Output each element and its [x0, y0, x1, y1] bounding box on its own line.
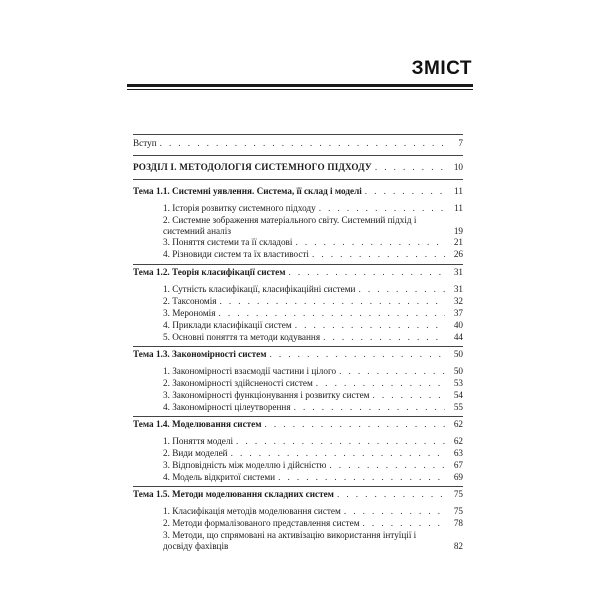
- toc-entry-text: Тема 1.5. Методи моделювання складних систем: [133, 489, 337, 499]
- toc-entry-1-3-1[interactable]: [163, 366, 463, 376]
- toc-entry-text: 4. Приклади класифікації систем: [163, 320, 295, 330]
- toc-entry-topic-1-5[interactable]: [133, 489, 463, 499]
- toc-page-number: 44: [453, 332, 463, 342]
- dot-leader: [278, 472, 445, 482]
- toc-entry-text: 2. Таксономія: [163, 296, 219, 306]
- toc-page-number: 82: [453, 541, 463, 551]
- dot-leader: [288, 267, 445, 277]
- dot-leader: [265, 419, 445, 429]
- toc-page-number: 10: [453, 162, 463, 172]
- toc-entry-text: Тема 1.2. Теорія класифікації систем: [133, 267, 288, 277]
- toc-entry-text: 1. Закономірності взаємодії частини і цілого: [163, 366, 339, 376]
- toc-entry-text: 1. Історія розвитку системного підходу: [163, 203, 319, 213]
- toc-entry-text: 4. Закономірності цілеутворення: [163, 402, 294, 412]
- dot-leader: [295, 320, 445, 330]
- toc-page-number: 19: [453, 226, 463, 236]
- divider: [133, 416, 463, 417]
- dot-leader: [312, 249, 445, 259]
- divider: [133, 346, 463, 347]
- toc-entry-1-2-4[interactable]: [163, 320, 463, 330]
- dot-leader: [375, 162, 445, 172]
- toc-page-number: 31: [453, 284, 463, 294]
- dot-leader: [160, 138, 445, 148]
- toc-entry-1-4-4[interactable]: [163, 472, 463, 482]
- toc-page-number: 75: [453, 489, 463, 499]
- toc-page-number: 62: [453, 436, 463, 446]
- toc-page-number: 26: [453, 249, 463, 259]
- toc-page-number: 50: [453, 349, 463, 359]
- toc-page-number: 78: [453, 518, 463, 528]
- toc-entry-text: 2. Види моделей: [163, 448, 231, 458]
- dot-leader: [329, 460, 445, 470]
- dot-leader: [323, 332, 445, 342]
- toc-entry-text: 3. Відповідність між моделлю і дійсністю: [163, 460, 329, 470]
- toc-entry-text: 1. Сутність класифікації, класифікаційні системи: [163, 284, 358, 294]
- dot-leader: [339, 366, 445, 376]
- toc-page-number: 32: [453, 296, 463, 306]
- toc-page-number: 75: [453, 506, 463, 516]
- toc-page-number: 53: [453, 378, 463, 388]
- dot-leader: [316, 378, 445, 388]
- toc-entry-text: 4. Модель відкритої системи: [163, 472, 278, 482]
- toc-entry-1-5-1[interactable]: [163, 506, 463, 516]
- toc-entry-text: 5. Основні поняття та методи кодування: [163, 332, 323, 342]
- toc-entry-text: 3. Поняття системи та її складові: [163, 237, 295, 247]
- toc-page-number: 54: [453, 390, 463, 400]
- toc-entry-1-1-1[interactable]: [163, 203, 463, 213]
- toc-entry-text: 3. Методи, що спрямовані на активізацію використання інтуїції і досвіду фахівців: [163, 530, 417, 551]
- toc-page-number: 11: [454, 186, 463, 196]
- toc-entry-text: 1. Поняття моделі: [163, 436, 236, 446]
- dot-leader: [236, 436, 445, 446]
- toc-entry-text: Тема 1.3. Закономірності систем: [133, 349, 270, 359]
- dot-leader: [358, 284, 445, 294]
- divider: [133, 134, 463, 135]
- toc-entry-part-1[interactable]: [133, 162, 463, 172]
- toc-page-number: 69: [453, 472, 463, 482]
- toc-entry-text: 2. Системне зображення матеріального світу. Системний підхід і системний аналіз: [163, 215, 417, 236]
- dot-leader: [337, 489, 445, 499]
- toc-entry-text: 1. Класифікація методів моделювання систем: [163, 506, 344, 516]
- toc-page-number: 37: [453, 308, 463, 318]
- toc-entry-1-4-1[interactable]: [163, 436, 463, 446]
- toc-entry-topic-1-3[interactable]: [133, 349, 463, 359]
- toc-entry-1-2-3[interactable]: [163, 308, 463, 318]
- toc-page-number: 63: [453, 448, 463, 458]
- toc-entry-text: 2. Методи формалізованого представлення систем: [163, 518, 363, 528]
- toc-entry-text: РОЗДІЛ І. МЕТОДОЛОГІЯ СИСТЕМНОГО ПІДХОДУ: [133, 162, 375, 172]
- dot-leader: [319, 203, 445, 213]
- toc-page-number: 67: [453, 460, 463, 470]
- toc-entry-text: 4. Різновиди систем та їх властивості: [163, 249, 312, 259]
- toc-entry-text: Тема 1.4. Моделювання систем: [133, 419, 265, 429]
- toc-entry-1-4-3[interactable]: [163, 460, 463, 470]
- toc-entry-text: Тема 1.1. Системні уявлення. Система, її склад і моделі: [133, 186, 365, 196]
- dot-leader: [344, 506, 445, 516]
- divider: [133, 264, 463, 265]
- dot-leader: [270, 349, 446, 359]
- toc-entry-1-5-2[interactable]: [163, 518, 463, 528]
- toc-entry-1-1-4[interactable]: [163, 249, 463, 259]
- toc-entry-1-1-3[interactable]: [163, 237, 463, 247]
- toc-entry-1-1-2[interactable]: [163, 215, 463, 237]
- toc-entry-text: Вступ: [133, 138, 160, 148]
- divider: [133, 486, 463, 487]
- toc-entry-intro[interactable]: [133, 138, 463, 148]
- toc-page-number: 31: [453, 267, 463, 277]
- dot-leader: [373, 390, 446, 400]
- dot-leader: [365, 186, 445, 196]
- toc-entry-topic-1-1[interactable]: [133, 186, 463, 196]
- divider: [133, 155, 463, 156]
- toc-entry-text: 2. Закономірності здійсненості систем: [163, 378, 316, 388]
- dot-leader: [363, 518, 445, 528]
- toc-entry-1-3-4[interactable]: [163, 402, 463, 412]
- dot-leader: [231, 448, 445, 458]
- toc-page-number: 7: [458, 138, 463, 148]
- toc-entry-1-3-2[interactable]: [163, 378, 463, 388]
- toc-entry-1-2-5[interactable]: [163, 332, 463, 342]
- page-title: ЗМІСТ: [411, 58, 472, 79]
- toc-page-number: 11: [454, 203, 463, 213]
- dot-leader: [295, 237, 445, 247]
- dot-leader: [219, 296, 445, 306]
- toc-entry-topic-1-2[interactable]: [133, 267, 463, 277]
- toc-entry-text: 3. Мерономія: [163, 308, 218, 318]
- toc-entry-1-2-1[interactable]: [163, 284, 463, 294]
- toc-entry-text: 3. Закономірності функціонування і розвитку систем: [163, 390, 373, 400]
- toc-page-number: 40: [453, 320, 463, 330]
- divider: [133, 179, 463, 180]
- toc-page-number: 50: [453, 366, 463, 376]
- toc-entry-1-4-2[interactable]: [163, 448, 463, 458]
- toc-entry-topic-1-4[interactable]: [133, 419, 463, 429]
- toc-page-number: 21: [453, 237, 463, 247]
- dot-leader: [294, 402, 445, 412]
- toc-entry-1-2-2[interactable]: [163, 296, 463, 306]
- toc-entry-1-5-3[interactable]: [163, 530, 463, 552]
- dot-leader: [218, 308, 445, 318]
- title-rule-thick: [127, 84, 473, 87]
- toc-page-number: 55: [453, 402, 463, 412]
- title-rule-thin: [127, 89, 473, 90]
- toc-entry-1-3-3[interactable]: [163, 390, 463, 400]
- toc-page-number: 62: [453, 419, 463, 429]
